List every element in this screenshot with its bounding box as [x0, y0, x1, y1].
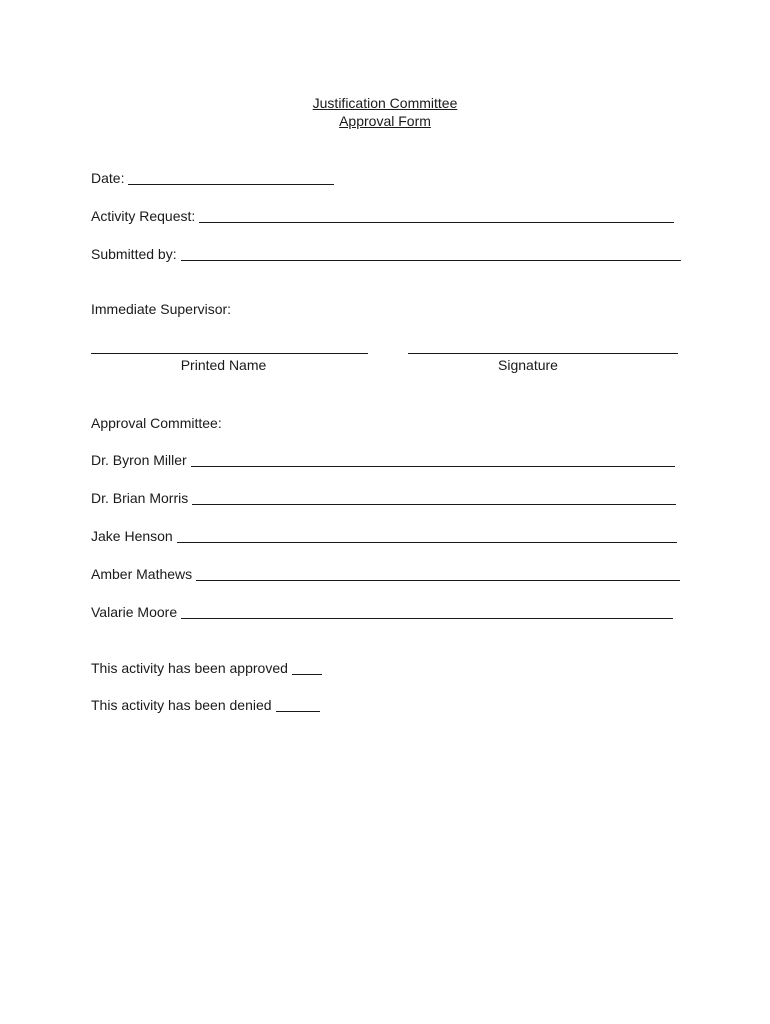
committee-member-signature-field[interactable] — [177, 528, 677, 543]
activity-request-field[interactable] — [199, 208, 674, 223]
immediate-supervisor-label: Immediate Supervisor: — [91, 301, 232, 317]
approval-committee-heading: Approval Committee: — [91, 415, 222, 431]
committee-member-row — [91, 450, 675, 469]
denied-field[interactable] — [276, 697, 320, 712]
date-row — [91, 168, 334, 187]
committee-member-row — [91, 602, 673, 621]
committee-member-name: Amber Mathews — [91, 566, 193, 582]
approved-row — [91, 658, 322, 677]
printed-name-caption: Printed Name — [180, 357, 267, 373]
approved-field[interactable] — [292, 660, 322, 675]
committee-member-signature-field[interactable] — [181, 604, 673, 619]
form-title-line2: Approval Form — [339, 113, 431, 129]
denied-label: This activity has been denied — [91, 697, 272, 713]
signature-field[interactable] — [408, 352, 678, 354]
committee-member-signature-field[interactable] — [196, 566, 680, 581]
activity-request-label: Activity Request: — [91, 208, 196, 224]
form-title-line1: Justification Committee — [312, 95, 458, 111]
submitted-by-row — [91, 244, 681, 263]
submitted-by-field[interactable] — [181, 246, 681, 261]
committee-member-name: Dr. Brian Morris — [91, 490, 189, 506]
approved-label: This activity has been approved — [91, 660, 288, 676]
denied-row — [91, 695, 320, 714]
activity-request-row — [91, 206, 674, 225]
committee-member-signature-field[interactable] — [192, 490, 676, 505]
committee-member-signature-field[interactable] — [191, 452, 675, 467]
signature-caption: Signature — [498, 357, 558, 373]
committee-member-row — [91, 488, 676, 507]
committee-member-row — [91, 526, 677, 545]
submitted-by-label: Submitted by: — [91, 246, 177, 262]
date-field[interactable] — [128, 170, 334, 185]
committee-member-name: Jake Henson — [91, 528, 173, 544]
committee-member-name: Valarie Moore — [91, 604, 178, 620]
committee-member-name: Dr. Byron Miller — [91, 452, 187, 468]
date-label: Date: — [91, 170, 125, 186]
printed-name-field[interactable] — [91, 352, 368, 354]
committee-member-row — [91, 564, 680, 583]
